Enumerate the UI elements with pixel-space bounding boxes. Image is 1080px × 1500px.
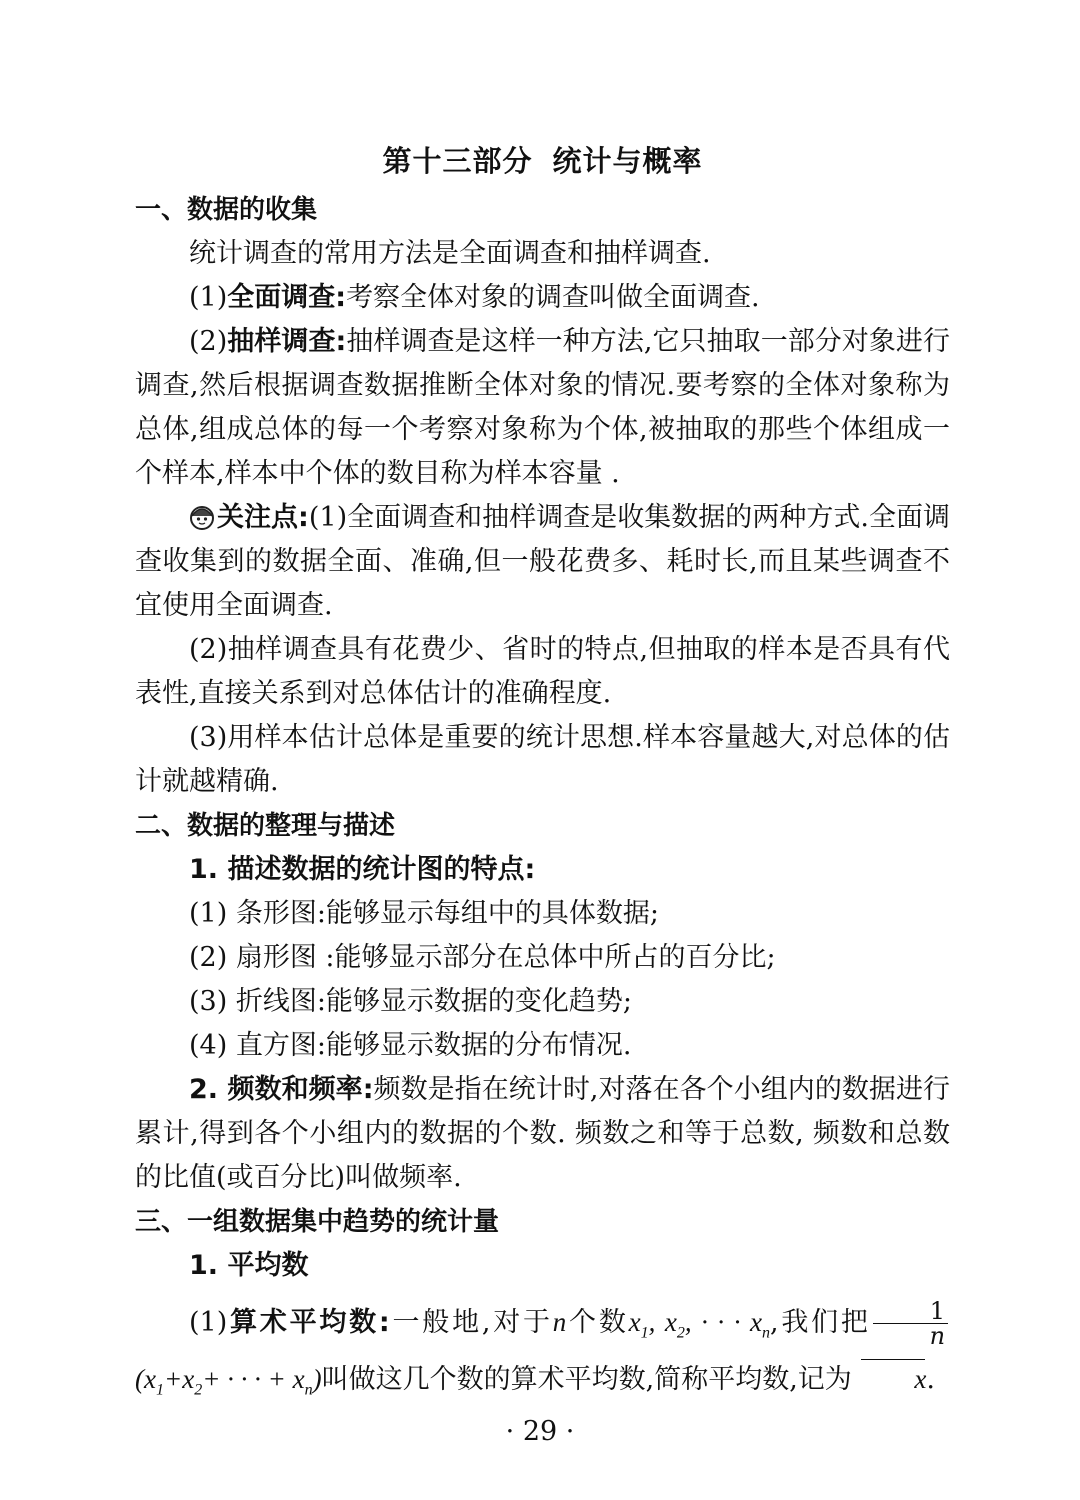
section-heading-1: 一、数据的收集 (135, 195, 318, 225)
mean-symbol: x (860, 1351, 926, 1407)
sum-expression: ($x_1+x_2+$ · · · + $x_n$) (135, 1364, 322, 1399)
chart-type-bar: (1) 条形图:能够显示每组中的具体数据; (189, 898, 660, 929)
variable-list: $x_1$, $x_2$, · · · $x_n$ (628, 1307, 770, 1342)
term-full-survey: 全面调查: (227, 282, 347, 313)
note-point-2: (2)抽样调查具有花费少、省时的特点,但抽取的样本是否具有代表性,直接关系到对总体估计的准确程度. (135, 634, 950, 709)
fraction-one-over-n: $\frac{1}{n}$ (873, 1299, 948, 1348)
title-part: 第十三部分 (382, 144, 533, 178)
section2-sub-2: 2. 频数和频率:频数是指在统计时,对落在各个小组内的数据进行累计,得到各个小组内的数据的个数. 频数之和等于总数, 频数和总数的比值(或百分比)叫做频率. (135, 1074, 950, 1193)
page-number: · 29 · (505, 1416, 575, 1447)
title-name: 统计与概率 (552, 144, 703, 178)
section3-sub-1: 1. 平均数 (189, 1250, 309, 1281)
term-arithmetic-mean: 算术平均数: (227, 1307, 390, 1338)
note-point-1: 关注点:(1)全面调查和抽样调查是收集数据的两种方式.全面调查收集到的数据全面、准确,但一般花费多、耗时长,而且某些调查不宜使用全面调查. (135, 502, 950, 621)
term-sample-survey: 抽样调查: (227, 326, 347, 357)
section2-sub-1: 1. 描述数据的统计图的特点: (189, 854, 536, 885)
chart-type-pie: (2) 扇形图 :能够显示部分在总体中所占的百分比; (189, 942, 776, 973)
note-label: 关注点: (217, 502, 309, 533)
chart-type-histogram: (4) 直方图:能够显示数据的分布情况. (189, 1030, 632, 1061)
section1-item-2: (2)抽样调查:抽样调查是这样一种方法,它只抽取一部分对象进行调查,然后根据调查数据推断全体对象的情况.要考察的全体对象称为总体,组成总体的每一个考察对象称为个体,被抽取的那些个体组成一个样本,样本中个体的数目称为样本容量 . (135, 326, 950, 489)
section1-item-1: (1)全面调查:考察全体对象的调查叫做全面调查. (189, 282, 760, 313)
section1-intro: 统计调查的常用方法是全面调查和抽样调查. (189, 238, 711, 269)
mean-definition: (1)算术平均数:一般地,对于n个数$x_1$, $x_2$, · · · $x_n$,我们把 $\frac{1}{n}$ ($x_1+x_2+$ · · · + $x_n$)叫做这几个数的算术平均数,简称平均数,记为 x. (135, 1294, 950, 1408)
page-title (135, 138, 950, 184)
note-point-3: (3)用样本估计总体是重要的统计思想.样本容量越大,对总体的估计就越精确. (135, 722, 950, 797)
page-content (135, 138, 950, 1408)
chart-type-line: (3) 折线图:能够显示数据的变化趋势; (189, 986, 633, 1017)
attention-face-icon (189, 504, 215, 530)
term-frequency: 2. 频数和频率: (189, 1074, 374, 1105)
section-heading-3: 三、一组数据集中趋势的统计量 (135, 1207, 500, 1237)
section-heading-2: 二、数据的整理与描述 (135, 811, 396, 841)
